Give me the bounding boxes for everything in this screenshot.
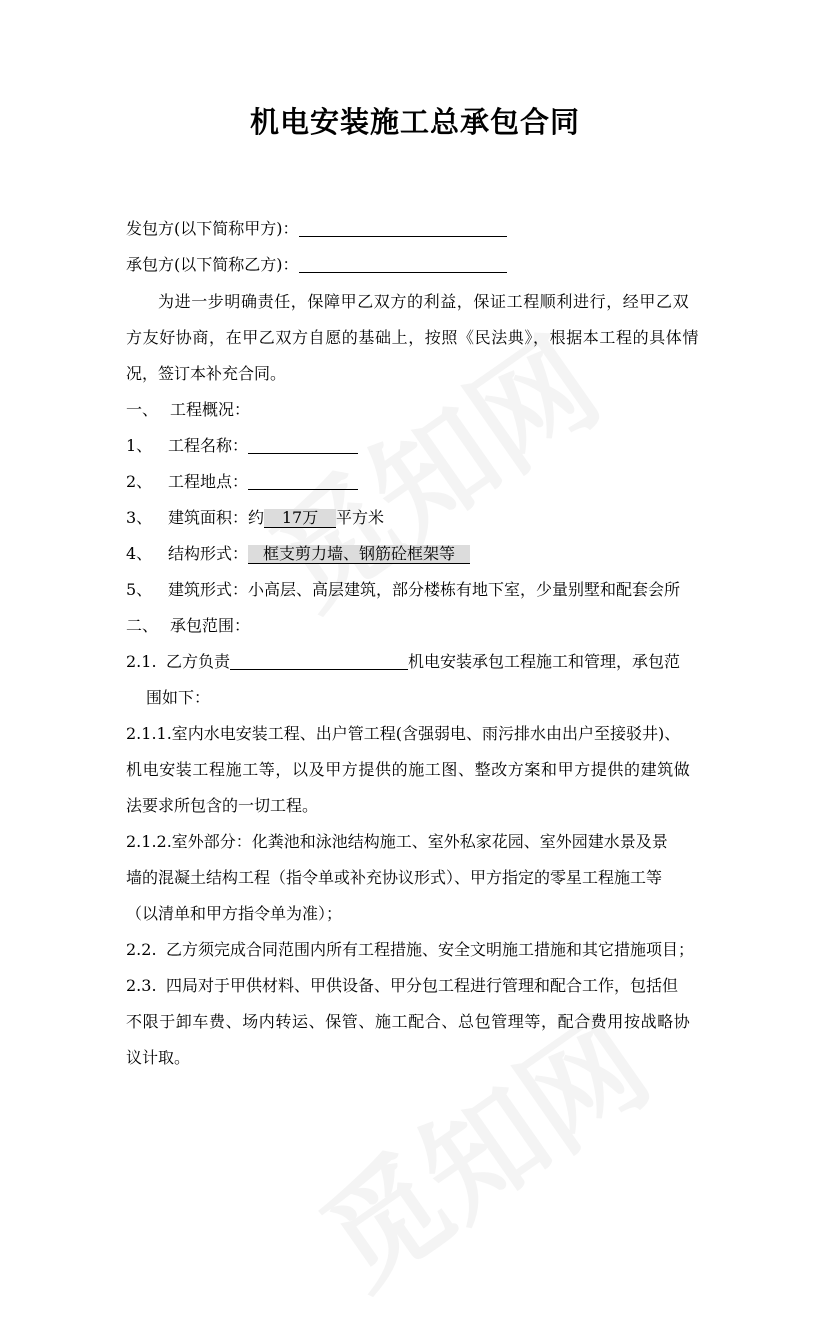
item-4 (126, 544, 456, 564)
item-3 (126, 508, 385, 528)
section-2-label: 承包范围： (170, 616, 251, 635)
clause-2-1-1-line-1: 2.1.1.室内水电安装工程、出户管工程(含强弱电、雨污排水由出户至接驳井)、 (126, 724, 681, 743)
intro-line-3: 况，签订本补充合同。 (126, 364, 287, 383)
contractor-scope-blank (230, 653, 408, 670)
party-b-blank (299, 256, 507, 273)
clause-2-1-content (166, 652, 680, 672)
clause-2-3-line-2: 不限于卸车费、场内转运、保管、施工配合、总包管理等，配合费用按战略协 (126, 1012, 691, 1031)
clause-2-1-text-a: 乙方负责 (166, 652, 231, 671)
building-area-value: 17万 (264, 509, 336, 528)
item-2-label: 工程地点： (168, 472, 249, 491)
party-a-line (126, 219, 507, 239)
clause-2-1-1-line-2: 机电安装工程施工等，以及甲方提供的施工图、整改方案和甲方提供的建筑做 (126, 760, 691, 779)
clause-2-3-line-3: 议计取。 (126, 1048, 191, 1067)
clause-2-1-cont: 围如下： (146, 688, 211, 707)
clause-2-1-text-b: 机电安装承包工程施工和管理，承包范 (408, 652, 681, 671)
item-1-content (168, 436, 358, 456)
clause-2-1-2-line-3: （以清单和甲方指令单为准）； (126, 904, 343, 923)
project-location-blank (248, 473, 358, 490)
section-1-num: 一、 (126, 400, 159, 419)
clause-2-1-1-line-3: 法要求所包含的一切工程。 (126, 796, 319, 815)
item-5-label: 建筑形式：小高层、高层建筑，部分楼栋有地下室，少量别墅和配套会所 (168, 580, 681, 599)
clause-2-1-2-line-1: 2.1.2.室外部分：化粪池和泳池结构施工、室外私家花园、室外园建水景及景 (126, 832, 668, 851)
item-3-num: 3、 (126, 508, 153, 527)
item-5-num: 5、 (126, 580, 153, 599)
project-name-blank (248, 437, 358, 454)
item-2 (126, 472, 249, 492)
document-title: 机电安装施工总承包合同 (249, 105, 580, 139)
section-1-label: 工程概况： (170, 400, 251, 419)
party-a-blank (299, 220, 507, 237)
item-4-num: 4、 (126, 544, 153, 563)
clause-2-1-num: 2.1. (126, 652, 157, 671)
item-3-label: 建筑面积：约 (168, 508, 265, 527)
section-2-heading (126, 616, 251, 636)
section-1-heading (126, 400, 251, 420)
section-2-num: 二、 (126, 616, 159, 635)
item-1 (126, 436, 249, 456)
item-5 (126, 580, 681, 600)
structure-form-value: 框支剪力墙、钢筋砼框架等 (248, 545, 470, 564)
clause-2-2-num: 2.2. (126, 940, 157, 959)
clause-2-3 (126, 976, 679, 996)
item-1-label: 工程名称： (168, 436, 249, 455)
building-area-unit: 平方米 (336, 508, 385, 527)
item-1-num: 1、 (126, 436, 153, 455)
party-a-label: 发包方(以下简称甲方)： (126, 219, 299, 238)
clause-2-3-num: 2.3. (126, 976, 157, 995)
clause-2-1 (126, 652, 681, 672)
party-b-label: 承包方(以下简称乙方)： (126, 255, 299, 274)
item-3-content (168, 508, 384, 528)
item-4-content (168, 544, 470, 564)
item-2-num: 2、 (126, 472, 153, 491)
clause-2-3-text: 四局对于甲供材料、甲供设备、甲分包工程进行管理和配合工作，包括但 (166, 976, 679, 995)
item-4-label: 结构形式： (168, 544, 249, 563)
intro-line-1: 为进一步明确责任，保障甲乙双方的利益，保证工程顺利进行，经甲乙双 (158, 292, 690, 311)
clause-2-2-text: 乙方须完成合同范围内所有工程措施、安全文明施工措施和其它措施项目； (166, 940, 695, 959)
item-2-content (168, 472, 358, 492)
clause-2-1-2-line-2: 墙的混凝土结构工程（指令单或补充协议形式）、甲方指定的零星工程施工等 (126, 868, 663, 887)
party-b-line (126, 255, 507, 275)
clause-2-2 (126, 940, 695, 960)
intro-line-2: 方友好协商，在甲乙双方自愿的基础上，按照《民法典》，根据本工程的具体情 (126, 328, 700, 347)
